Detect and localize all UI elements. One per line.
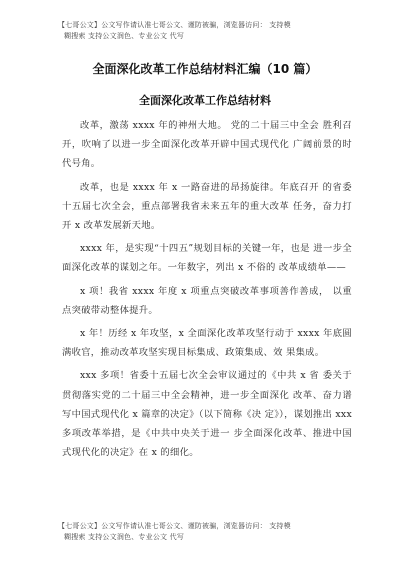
body-paragraph: xxx 多项！省委十五届七次全会审议通过的《中共 x 省 委关于贯彻落实党的二十届三中全会精神，进一步全面深化 改革、奋力谱写中国式现代化 x 篇章的决定》（以下简称《决 定》），谋划推出 xxx 多项改革举措，是《中共中央关于进一 步全面深化改革、推进中国式现代化的决定》在 x 的细化。 <box>62 370 352 459</box>
page-footer-note <box>58 521 358 543</box>
body-paragraph: xxxx 年，是实现“十四五”规划目标的关键一年，也是 进一步全面深化改革的谋划之年。一年数字，列出 x 不俗的 改革成绩单—— <box>62 243 352 274</box>
header-note-line-2: 糊搜索 支持公文润色、专业公文 代写 <box>64 32 185 40</box>
footer-note-line-2: 糊搜索 支持公文润色、专业公文 代写 <box>64 533 185 541</box>
body-paragraph: 改革，也是 xxxx 年 x 一路奋进的昂扬旋律。年底召开 的省委十五届七次全会，重点部署我省未来五年的重大改革 任务，奋力打开 x 改革发展新天地。 <box>62 181 352 232</box>
body-paragraph: 改革，激荡 xxxx 年的神州大地。 党的二十届三中全会 胜利召开，吹响了以进一步全面深化改革开辟中国式现代化 广阔前景的时代号角。 <box>62 120 352 170</box>
section-title: 全面深化改革工作总结材料 <box>139 94 271 107</box>
document-body <box>62 116 352 466</box>
body-paragraph: x 年！历经 x 年攻坚，x 全面深化改革攻坚行动于 xxxx 年底圆满收官，推动改革攻坚实现目标集成、政策集成、效 果集成。 <box>62 328 352 359</box>
header-note-line-1: 【七哥公文】公文写作请认准七哥公文、谨防被骗，浏览器访问： 支持模 <box>58 21 291 29</box>
page-header-note <box>58 20 358 42</box>
body-paragraph: x 项！我省 xxxx 年度 x 项重点突破改革事项善作善成， 以重点突破带动整体提升。 <box>62 285 352 316</box>
document-title: 全面深化改革工作总结材料汇编（10 篇） <box>92 62 318 76</box>
footer-note-line-1: 【七哥公文】公文写作请认准七哥公文、谨防被骗，浏览器访问： 支持模 <box>58 522 291 530</box>
